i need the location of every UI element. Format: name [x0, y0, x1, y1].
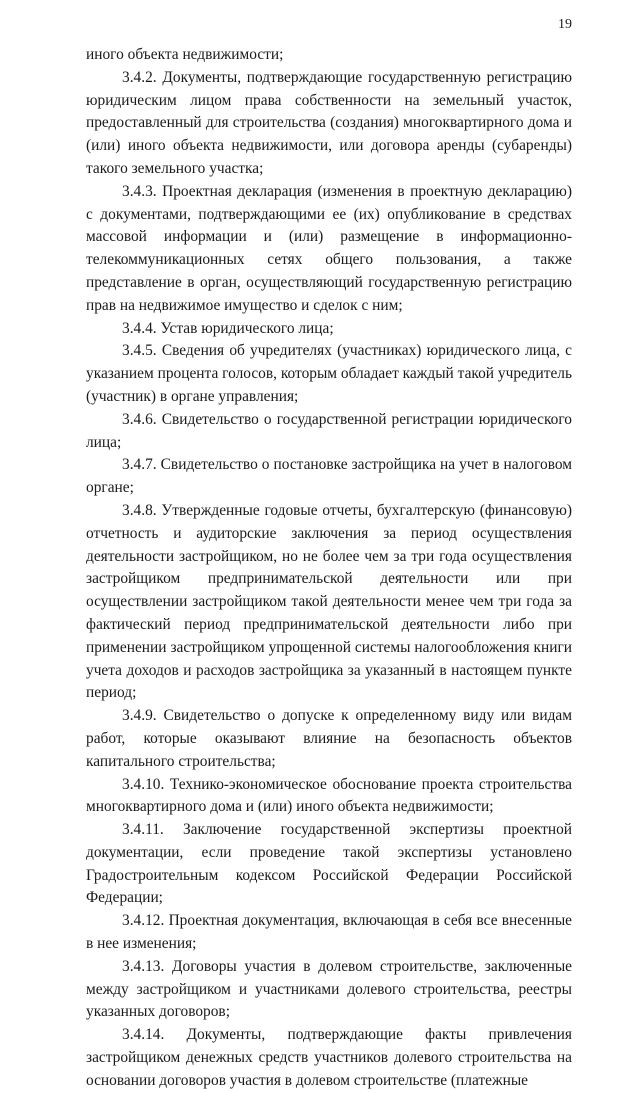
paragraph-3-4-9: 3.4.9. Свидетельство о допуске к определенному виду или видам работ, которые оказывают влияние на безопасность объектов капитального строительства; [86, 707, 572, 770]
paragraph-3-4-4: 3.4.4. Устав юридического лица; [122, 319, 334, 337]
paragraph-3-4-7: 3.4.7. Свидетельство о постановке застройщика на учет в налоговом органе; [86, 456, 572, 497]
paragraph-3-4-11: 3.4.11. Заключение государственной экспертизы проектной документации, если проведение такой экспертизы установлено Градостроительным кодексом Российской Федерации Российской Федерации; [86, 821, 572, 907]
paragraph-3-4-2: 3.4.2. Документы, подтверждающие государственную регистрацию юридическим лицом права собственности на земельный участок, предоставленный для строительства (создания) многоквартирного дома и (или) иного объекта недвижимости, или договора аренды (субаренды) такого земельного участка; [86, 68, 572, 177]
document-body [86, 44, 572, 1093]
paragraph-3-4-13: 3.4.13. Договоры участия в долевом строительстве, заключенные между застройщиком и участниками долевого строительства, реестры указанных договоров; [86, 957, 572, 1021]
paragraph-3-4-5: 3.4.5. Сведения об учредителях (участниках) юридического лица, с указанием процента голосов, которым обладает каждый такой учредитель (участник) в органе управления; [86, 342, 572, 405]
page-number: 19 [558, 17, 572, 32]
paragraph-3-4-14: 3.4.14. Документы, подтверждающие факты привлечения застройщиком денежных средств участников долевого строительства на основании договоров участия в долевом строительстве (платежные [86, 1026, 572, 1089]
paragraph-3-4-6: 3.4.6. Свидетельство о государственной регистрации юридического лица; [86, 410, 572, 451]
paragraph-3-4-12: 3.4.12. Проектная документация, включающая в себя все внесенные в нее изменения; [86, 912, 572, 953]
paragraph-3-4-10: 3.4.10. Технико-экономическое обоснование проекта строительства многоквартирного дома и (или) иного объекта недвижимости; [86, 775, 572, 816]
paragraph-continuation: иного объекта недвижимости; [86, 46, 284, 63]
paragraph-3-4-8: 3.4.8. Утвержденные годовые отчеты, бухгалтерскую (финансовую) отчетность и аудиторские заключения за период осуществления деятельности застройщиком, но не более чем за три года осуществления застройщиком предпринимательской деятельности или при осуществлении застройщиком такой деятельности менее чем три года за фактический период предпринимательской деятельности либо при применении застройщиком упрощенной системы налогообложения книги учета доходов и расходов застройщика за указанный в настоящем пункте период; [86, 501, 572, 702]
paragraph-3-4-3: 3.4.3. Проектная декларация (изменения в проектную декларацию) с документами, подтверждающими ее (их) опубликование в средствах массовой информации и (или) размещение в информационно-телекоммуникационных сетях общего пользования, а также представление в орган, осуществляющий государственную регистрацию прав на недвижимое имущество и сделок с ним; [86, 182, 572, 314]
